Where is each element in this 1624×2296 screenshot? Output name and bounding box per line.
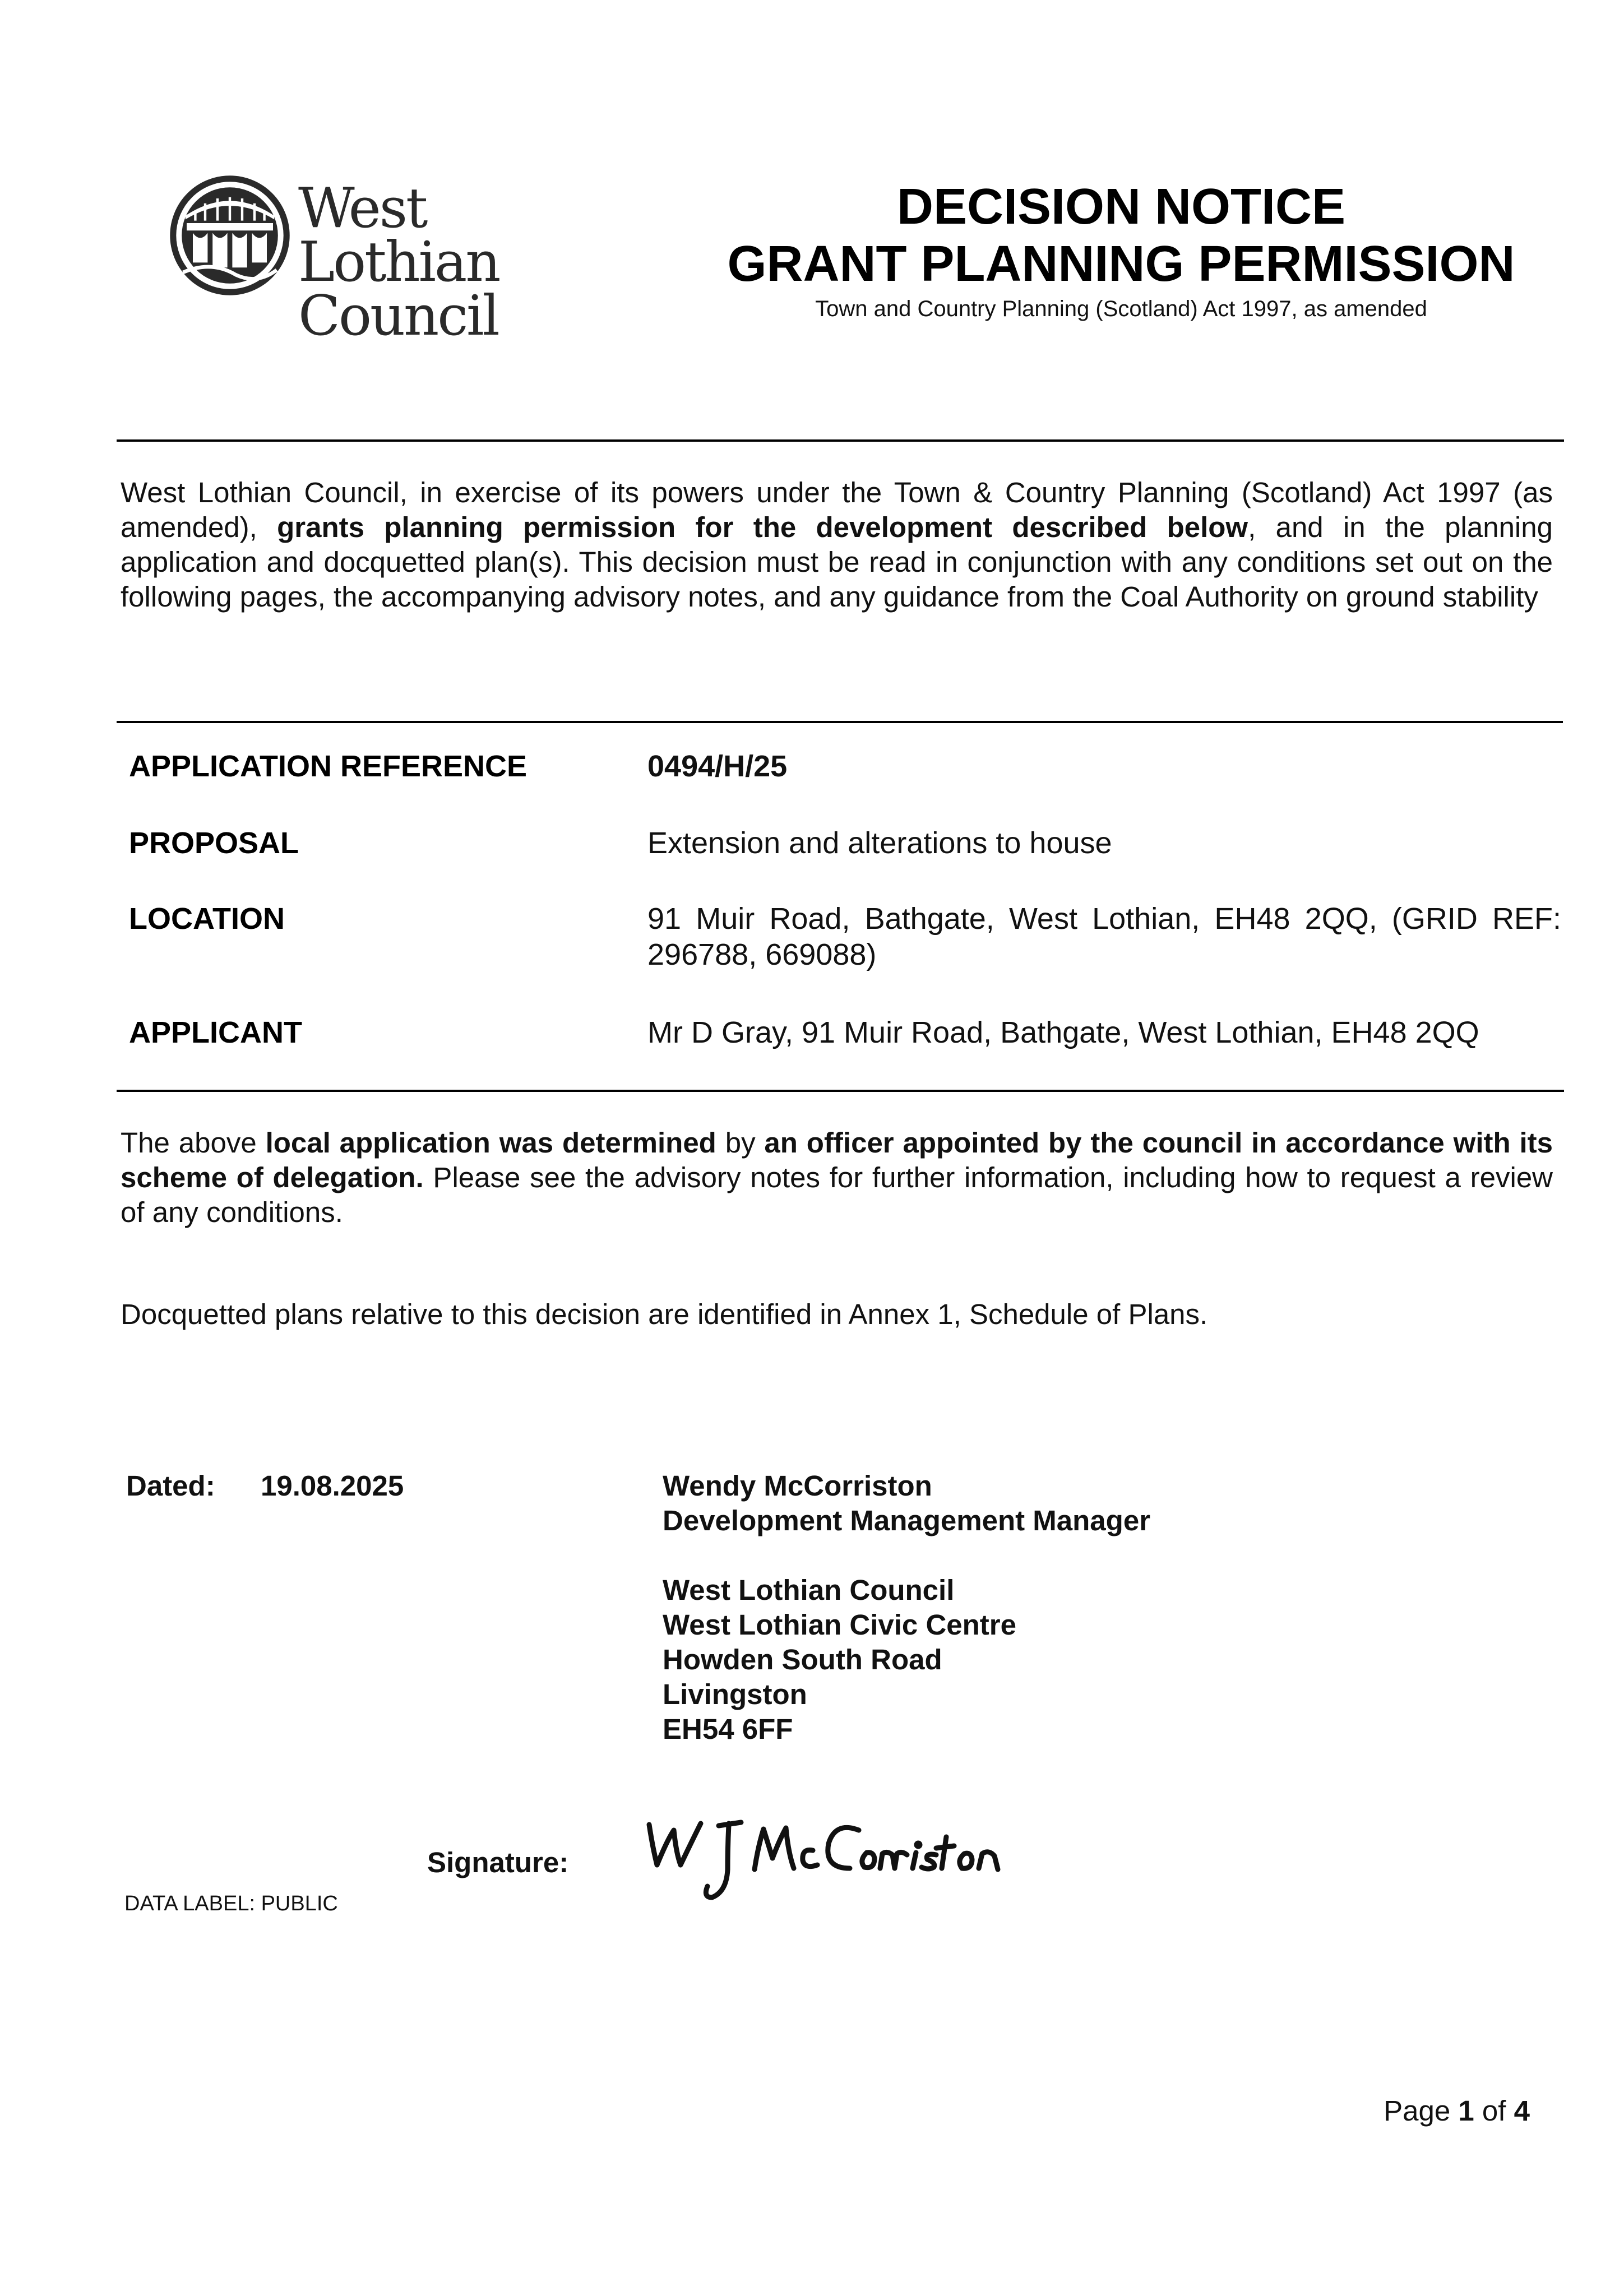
signatory-role: Development Management Manager [663,1505,1151,1536]
determination-text-2: by [716,1127,765,1159]
page-of: of [1474,2095,1514,2127]
divider-details-top [117,721,1563,723]
page-total: 4 [1514,2095,1530,2127]
address-spacer [663,1538,1150,1573]
applicant-label: APPLICANT [129,1016,302,1049]
intro-paragraph [121,475,1553,614]
title-grant-permission: GRANT PLANNING PERMISSION [727,236,1515,292]
determination-text-3: Please see the advisory notes for further information, including how to request a review of any conditions. [121,1161,1553,1228]
legislation-subtitle: Town and Country Planning (Scotland) Act 1997, as amended [815,297,1427,321]
viaduct-emblem-icon [168,174,292,297]
plans-note: Docquetted plans relative to this decision are identified in Annex 1, Schedule of Plans. [121,1298,1208,1330]
determination-text-1: The above [121,1127,266,1159]
address-line: EH54 6FF [663,1713,793,1745]
council-name-line1: West Lothian [298,177,499,294]
dated-value: 19.08.2025 [261,1470,404,1502]
location-label: LOCATION [129,902,285,936]
address-line: West Lothian Civic Centre [663,1609,1017,1641]
intro-text-2: , and in the planning application and docquetted plan(s). This decision must be read in conjunction with any conditions set out on the following pages, the accompanying advisory notes, and any guidance from the Coal Authority on ground stability [121,511,1553,613]
address-line: Livingston [663,1678,807,1710]
applicant-value: Mr D Gray, 91 Muir Road, Bathgate, West Lothian, EH48 2QQ [647,1016,1479,1049]
page-current: 1 [1458,2095,1474,2127]
reference-value: 0494/H/25 [647,749,788,783]
address-line: Howden South Road [663,1644,942,1675]
title-decision-notice: DECISION NOTICE [896,179,1346,235]
signatory-name: Wendy McCorriston [663,1470,932,1502]
council-name-line2: Council [298,284,498,348]
data-classification-label: DATA LABEL: PUBLIC [124,1892,338,1915]
address-line: West Lothian Council [663,1574,955,1606]
determination-paragraph [121,1126,1553,1230]
proposal-label: PROPOSAL [129,826,299,860]
council-logo [168,174,628,348]
divider-details-bottom [117,1090,1564,1092]
proposal-value: Extension and alterations to house [647,826,1112,860]
signature-label: Signature: [427,1846,569,1878]
intro-bold-text: grants planning permission for the development described below [277,511,1248,543]
reference-label: APPLICATION REFERENCE [129,749,528,783]
document-title [673,178,1570,324]
determination-bold-1: local application was determined [265,1127,716,1159]
determination-bold-2: an officer appointed by the council in accordance with its scheme of delegation. [121,1127,1553,1193]
council-name [298,177,628,348]
divider-top [117,439,1564,442]
page-number [1384,2094,1530,2128]
signatory-block [663,1469,1150,1747]
page-prefix: Page [1384,2095,1459,2127]
intro-text-1: West Lothian Council, in exercise of its powers under the Town & Country Planning (Scotland) Act 1997 (as amended), [121,476,1553,543]
handwritten-signature [645,1813,1071,1909]
dated-label: Dated: [126,1470,215,1502]
location-value: 91 Muir Road, Bathgate, West Lothian, EH48 2QQ, (GRID REF: 296788, 669088) [647,902,1561,971]
